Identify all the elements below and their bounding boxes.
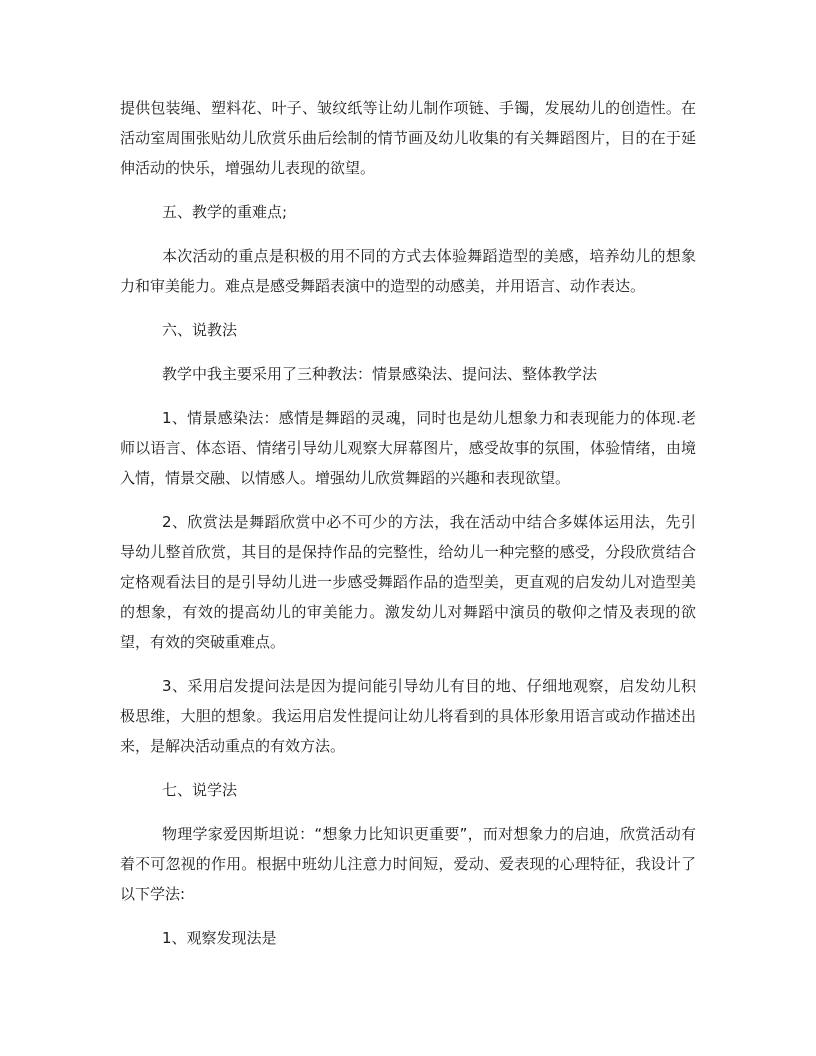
section-heading-teaching-methods: 六、说教法 bbox=[162, 321, 238, 339]
paragraph-materials: 提供包装绳、塑料花、叶子、皱纹纸等让幼儿制作项链、手镯，发展幼儿的创造性。在活动室周围张贴幼儿欣赏乐曲后绘制的情节画及幼儿收集的有关舞蹈图片，目的在于延伸活动的快乐，增强幼儿表现的欲望。 bbox=[120, 99, 696, 177]
paragraph-method-1: 1、情景感染法：感情是舞蹈的灵魂，同时也是幼儿想象力和表现能力的体现.老师以语言、体态语、情绪引导幼儿观察大屏幕图片，感受故事的氛围，体验情绪，由境入情，情景交融、以情感人。增强幼儿欣赏舞蹈的兴趣和表现欲望。 bbox=[120, 409, 696, 487]
paragraph-learning-1: 1、观察发现法是 bbox=[162, 929, 277, 947]
paragraph-key-points: 本次活动的重点是积极的用不同的方式去体验舞蹈造型的美感，培养幼儿的想象力和审美能力。难点是感受舞蹈表演中的造型的动感美，并用语言、动作表达。 bbox=[120, 247, 696, 295]
paragraph-method-3: 3、采用启发提问法是因为提问能引导幼儿有目的地、仔细地观察，启发幼儿积极思维，大胆的想象。我运用启发性提问让幼儿将看到的具体形象用语言或动作描述出来，是解决活动重点的有效方法。 bbox=[120, 677, 696, 755]
paragraph-methods-intro: 教学中我主要采用了三种教法：情景感染法、提问法、整体教学法 bbox=[162, 365, 598, 383]
paragraph-method-2: 2、欣赏法是舞蹈欣赏中必不可少的方法，我在活动中结合多媒体运用法，先引导幼儿整首欣赏，其目的是保持作品的完整性，给幼儿一种完整的感受，分段欣赏结合定格观看法目的是引导幼儿进一步感受舞蹈作品的造型美，更直观的启发幼儿对造型美的想象，有效的提高幼儿的审美能力。激发幼儿对舞蹈中演员的敬仰之情及表现的欲望，有效的突破重难点。 bbox=[120, 513, 696, 651]
section-heading-learning-methods: 七、说学法 bbox=[162, 781, 238, 799]
document-body bbox=[120, 93, 696, 967]
paragraph-learning-intro: 物理学家爱因斯坦说：“想象力比知识更重要”，而对想象力的启迪，欣赏活动有着不可忽视的作用。根据中班幼儿注意力时间短，爱动、爱表现的心理特征，我设计了以下学法: bbox=[120, 825, 696, 903]
section-heading-key-difficult-points: 五、教学的重难点; bbox=[162, 203, 288, 221]
